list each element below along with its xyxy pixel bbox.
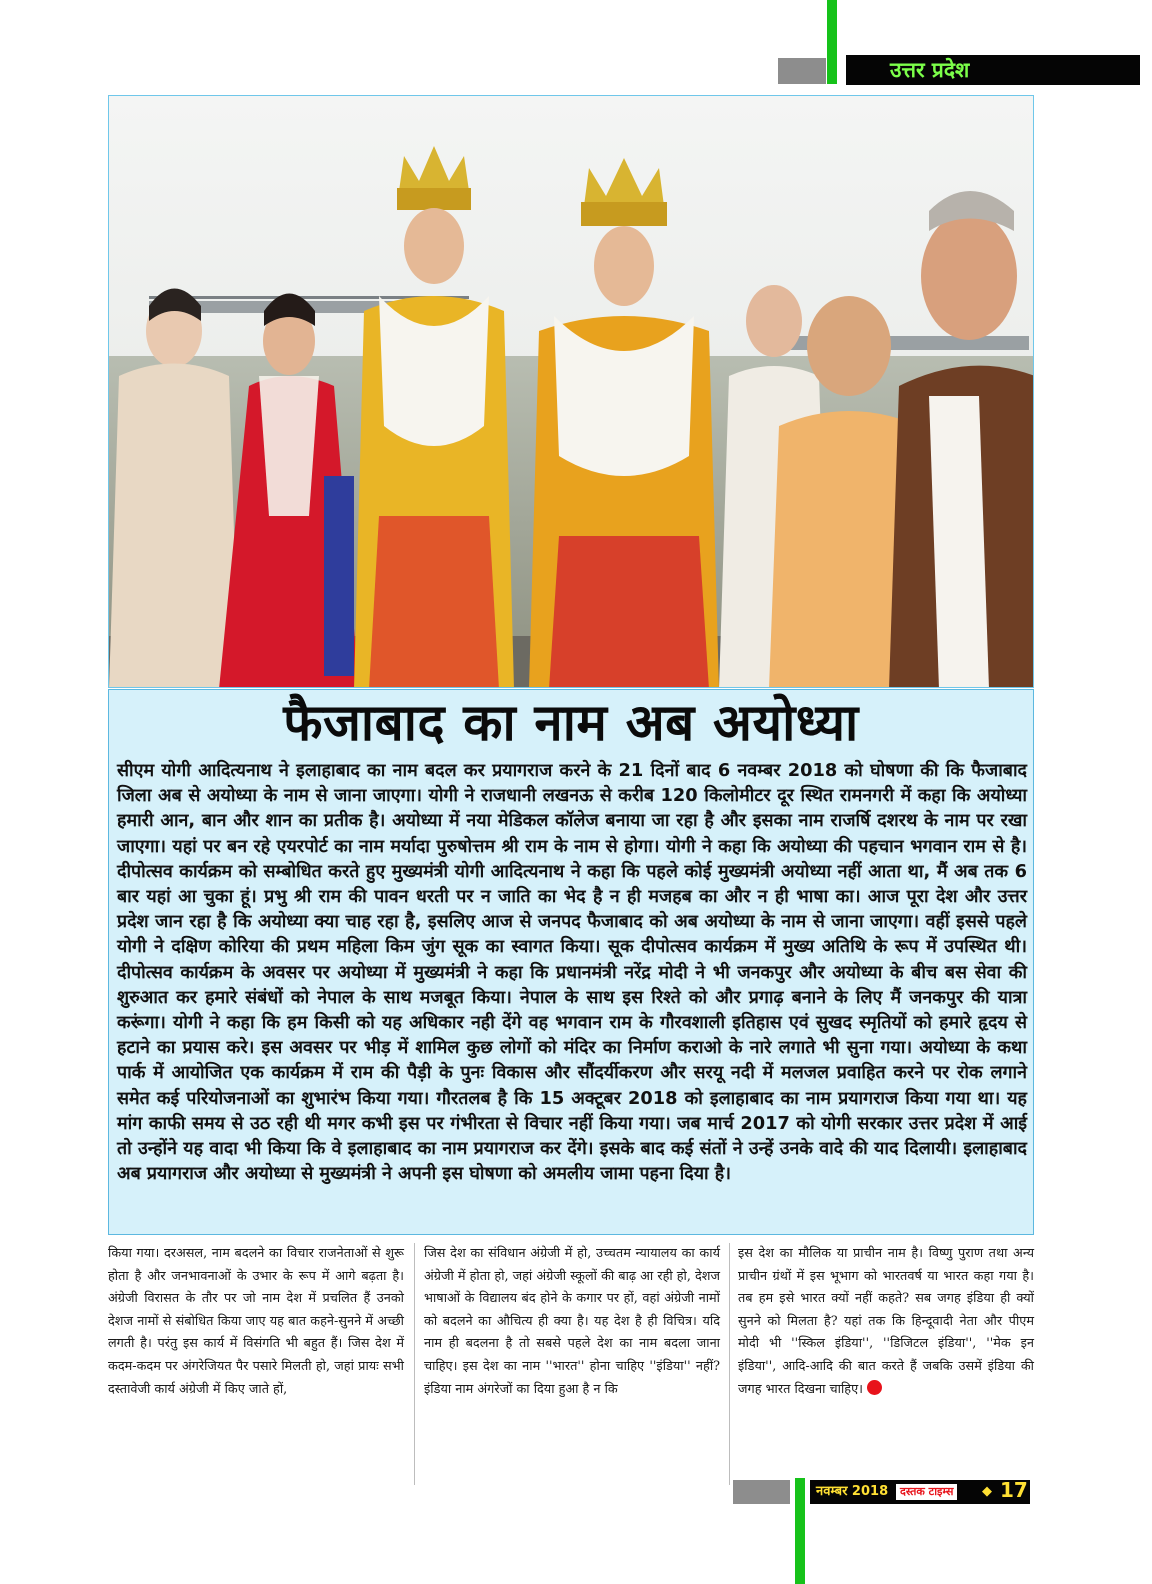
headline-box [108,689,1034,1235]
header-green-bar [827,0,837,84]
footer-grey-block [733,1480,790,1504]
page-number: 17 [1000,1478,1028,1502]
article-column-3-text: इस देश का मौलिक या प्राचीन नाम है। विष्णु पुराण तथा अन्य प्राचीन ग्रंथों में इस भूभाग को भारतवर्ष या भारत कहा गया है। तब हम इसे भारत क्यों नहीं कहते? सब जगह इंडिया ही क्यों सुनने को मिलता है? यहां तक कि हिन्दूवादी नेता और पीएम मोदी भी ''स्किल इंडिया'', ''डिजिटल इंडिया'', ''मेक इन इंडिया'', आदि-आदि की बात करते हैं जबकि उसमें इंडिया की जगह भारत दिखना चाहिए। [738,1246,1034,1397]
article-column-2: जिस देश का संविधान अंग्रेजी में हो, उच्चतम न्यायालय का कार्य अंग्रेजी में होता हो, जहां अंग्रेजी स्कूलों की बाढ़ आ रही हो, देशज भाषाओं के विद्यालय बंद होने के कगार पर हों, वहां अंग्रेजी नामों को बदलने का औचित्य ही क्या है। यह देश है ही विचित्र। यदि नाम ही बदलना है तो सबसे पहले देश का नाम बदला जाना चाहिए। इस देश का नाम ''भारत'' होना चाहिए ''इंडिया'' नहीं? इंडिया नाम अंगरेजों का दिया हुआ है न कि [424,1246,720,1397]
article-column-3 [738,1243,1034,1401]
end-dot-icon [867,1380,882,1395]
column-divider [414,1243,415,1485]
column-divider [729,1243,730,1485]
article-photo [108,95,1034,688]
footer-green-bar [795,1478,805,1584]
article-column-1: किया गया। दरअसल, नाम बदलने का विचार राजनेताओं से शुरू होता है और जनभावनाओं के उभार के रूप में आगे बढ़ता है। अंग्रेजी विरासत के तौर पर जो नाम देश में प्रचलित हैं उनको देशज नामों से संबोधित किया जाए यह बात कहने-सुनने में अच्छी लगती है। परंतु इस कार्य में विसंगति भी बहुत हैं। जिस देश में कदम-कदम पर अंगरेजियत पैर पसारे मिलती हो, जहां प्रायः सभी दस्तावेजी कार्य अंग्रेजी में किए जाते हों, [108,1246,404,1397]
group-photo-icon [109,96,1034,688]
article-lead: सीएम योगी आदित्यनाथ ने इलाहाबाद का नाम बदल कर प्रयागराज करने के 21 दिनों बाद 6 नवम्बर 2018 को घोषणा की कि फैजाबाद जिला अब से अयोध्या के नाम से जाना जाएगा। योगी ने राजधानी लखनऊ से करीब 120 किलोमीटर दूर स्थित रामनगरी में कहा कि अयोध्या हमारी आन, बान और शान का प्रतीक है। अयोध्या में नया मेडिकल कॉलेज बनाया जा रहा है और इसका नाम राजर्षि दशरथ के नाम पर रखा जाएगा। यहां पर बन रहे एयरपोर्ट का नाम मर्यादा पुरुषोत्तम श्री राम के नाम से होगा। योगी ने कहा कि अयोध्या की पहचान भगवान राम से है। दीपोत्सव कार्यक्रम को सम्बोधित करते हुए मुख्यमंत्री योगी आदित्यनाथ ने कहा कि पहले कोई मुख्यमंत्री अयोध्या नहीं आता था, मैं अब तक 6 बार यहां आ चुका हूं। प्रभु श्री राम की पावन धरती पर न जाति का भेद है न ही मजहब का और न ही भाषा का। आज पूरा देश और उत्तर प्रदेश जान रहा है कि अयोध्या क्या चाह रहा है, इसलिए आज से जनपद फैजाबाद को अब अयोध्या के नाम से जाना जाएगा। वहीं इससे पहले योगी ने दक्षिण कोरिया की प्रथम महिला किम जुंग सूक का स्वागत किया। सूक दीपोत्सव कार्यक्रम में मुख्य अतिथि के रूप में उपस्थित थी। दीपोत्सव कार्यक्रम के अवसर पर अयोध्या में मुख्यमंत्री ने कहा कि प्रधानमंत्री नरेंद्र मोदी ने भी जनकपुर और अयोध्या के बीच बस सेवा की शुरुआत कर हमारे संबंधों को नेपाल के साथ मजबूत किया। नेपाल के साथ इस रिश्ते को और प्रगाढ़ बनाने के लिए मैं जनकपुर की यात्रा करूंगा। योगी ने कहा कि हम किसी को यह अधिकार नही देंगे वह भगवान राम के गौरवशाली इतिहास एवं सुखद स्मृतियों को हमारे हृदय से हटाने का प्रयास करे। इस अवसर पर भीड़ में शामिल कुछ लोगों को मंदिर का निर्माण कराओ के नारे लगाते भी सुना गया। अयोध्या के कथा पार्क में आयोजित एक कार्यक्रम में राम की पैड़ी के पुनः विकास और सौंदर्यीकरण और सरयू नदी में मलजल प्रवाहित करने पर रोक लगाने समेत कई परियोजनाओं का शुभारंभ किया गया। गौरतलब है कि 15 अक्टूबर 2018 को इलाहाबाद का नाम प्रयागराज किया गया था। यह मांग काफी समय से उठ रही थी मगर कभी इस पर गंभीरता से विचार नहीं किया गया। जब मार्च 2017 को योगी सरकार उत्तर प्रदेश में आई तो उन्होंने यह वादा भी किया कि वे इलाहाबाद का नाम प्रयागराज कर देंगे। इसके बाद कई संतों ने उन्हें उनके वादे की याद दिलायी। इलाहाबाद अब प्रयागराज और अयोध्या से मुख्यमंत्री ने अपनी इस घोषणा को अमलीय जामा पहना दिया है। [117,760,1027,1185]
section-label: उत्तर प्रदेश [846,55,1140,85]
header-grey-block [778,58,826,84]
masthead-logo: दस्तक टाइम्स [896,1484,957,1500]
article-headline: फैजाबाद का नाम अब अयोध्या [283,694,859,753]
issue-date: नवम्बर 2018 [816,1484,889,1499]
footer-tab [810,1480,1030,1504]
diamond-icon: ◆ [982,1484,992,1499]
